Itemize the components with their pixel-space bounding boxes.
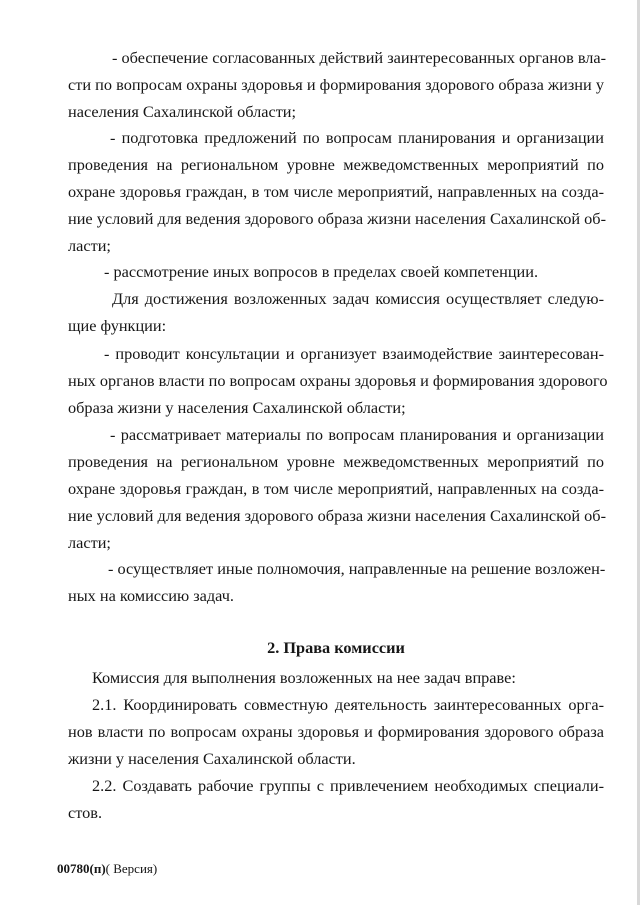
text-line: охране здоровья граждан, в том числе мероприятий, направленных на созда- bbox=[68, 182, 604, 201]
text-line: проведения на региональном уровне межведомственных мероприятий по bbox=[68, 452, 604, 471]
text-line: ние условий для ведения здорового образа жизни населения Сахалинской об- bbox=[68, 209, 606, 228]
text-line: ние условий для ведения здорового образа жизни населения Сахалинской об- bbox=[68, 506, 606, 525]
version-label: ( Версия) bbox=[105, 861, 158, 876]
text-line: жизни у населения Сахалинской области. bbox=[68, 749, 356, 768]
text-line: охране здоровья граждан, в том числе мероприятий, направленных на созда- bbox=[68, 479, 604, 498]
text-line: ласти; bbox=[68, 236, 111, 255]
text-line: - рассматривает материалы по вопросам планирования и организации bbox=[110, 425, 604, 444]
text-line: - подготовка предложений по вопросам планирования и организации bbox=[110, 128, 604, 147]
text-line: нов власти по вопросам охраны здоровья и формирования здорового образа bbox=[68, 722, 604, 741]
paragraph-materials bbox=[68, 421, 604, 556]
document-code: 00780(п) bbox=[57, 861, 106, 876]
paragraph-functions-intro bbox=[68, 285, 604, 339]
paragraph-proposals bbox=[68, 124, 604, 259]
text-line: щие функции: bbox=[68, 316, 167, 335]
paragraph-rights-intro bbox=[68, 664, 604, 691]
text-line: - проводит консультации и организует взаимодействие заинтересован- bbox=[104, 344, 604, 363]
paragraph-other-powers bbox=[68, 555, 604, 609]
paragraph-right-2-1 bbox=[68, 691, 604, 772]
text-line: населения Сахалинской области; bbox=[68, 102, 297, 121]
paragraph-other-issues bbox=[68, 258, 604, 285]
text-line: ных на комиссию задач. bbox=[68, 586, 234, 605]
document-footer bbox=[57, 860, 157, 878]
paragraph-coordination bbox=[68, 44, 607, 125]
text-line: - рассмотрение иных вопросов в пределах своей компетенции. bbox=[104, 262, 539, 281]
paragraph-right-2-2 bbox=[68, 772, 604, 826]
text-line: стов. bbox=[68, 803, 103, 822]
text-line: сти по вопросам охраны здоровья и формирования здорового образа жизни у bbox=[68, 75, 604, 94]
section-heading: 2. Права комиссии bbox=[267, 638, 405, 657]
text-line: образа жизни у населения Сахалинской области; bbox=[68, 398, 406, 417]
text-line: ных органов власти по вопросам охраны здоровья и формирования здорового bbox=[68, 371, 608, 390]
text-line: Для достижения возложенных задач комиссия осуществляет следую- bbox=[112, 289, 604, 308]
paragraph-consultations bbox=[68, 340, 608, 421]
text-line: ласти; bbox=[68, 533, 111, 552]
text-line: Комиссия для выполнения возложенных на нее задач вправе: bbox=[92, 668, 516, 687]
text-line: проведения на региональном уровне межведомственных мероприятий по bbox=[68, 155, 604, 174]
text-line: 2.2. Создавать рабочие группы с привлечением необходимых специали- bbox=[92, 776, 604, 795]
text-line: - осуществляет иные полномочия, направленные на решение возложен- bbox=[108, 559, 606, 578]
text-line: 2.1. Координировать совместную деятельность заинтересованных орга- bbox=[92, 695, 604, 714]
text-line: - обеспечение согласованных действий заинтересованных органов вла- bbox=[112, 48, 607, 67]
